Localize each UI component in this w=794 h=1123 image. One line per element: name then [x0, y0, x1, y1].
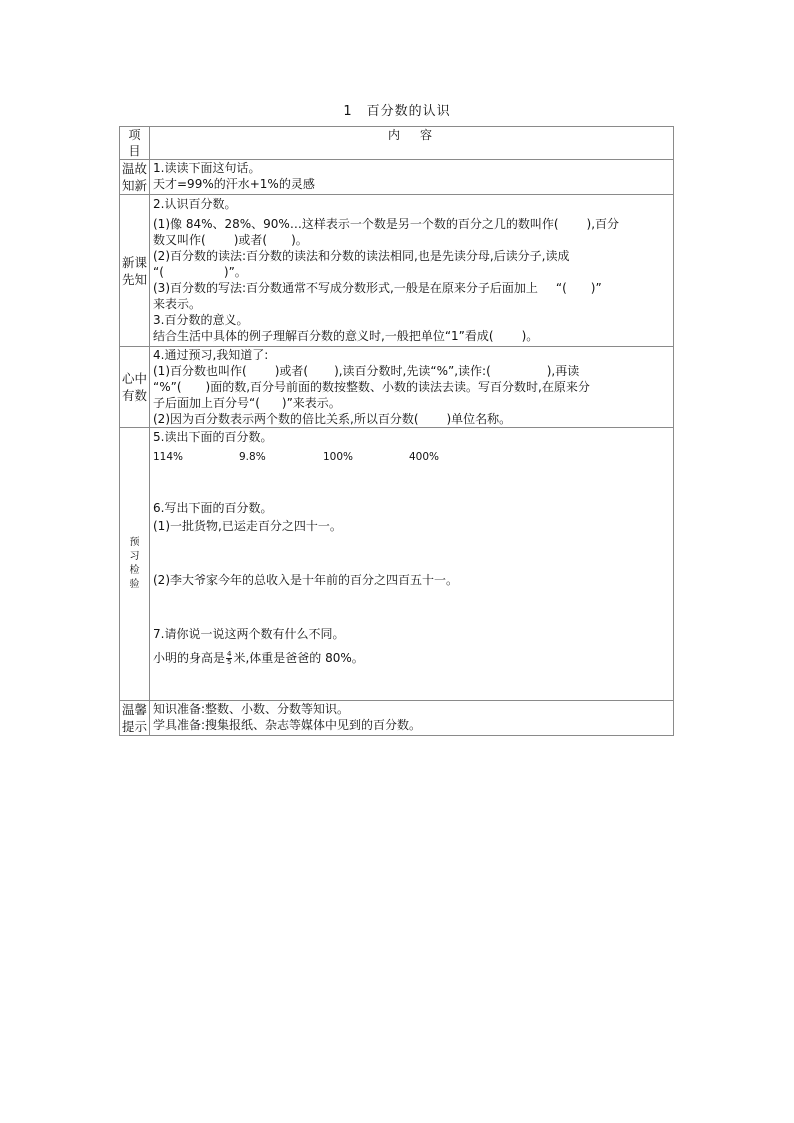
- q2-1-line-1: (1)像 84%、28%、90%…这样表示一个数是另一个数的百分之几的数叫作( ),百分: [153, 217, 620, 231]
- row-tips: [120, 701, 674, 736]
- q5-title: 5.读出下面的百分数。: [153, 430, 273, 444]
- review-line-2: 天才=99%的汗水+1%的灵感: [153, 177, 315, 191]
- label-tips: 温馨 提示: [120, 701, 150, 736]
- q4-title: 4.通过预习,我知道了:: [153, 348, 269, 362]
- label-new-lesson: 新课 先知: [120, 195, 150, 347]
- label-preview-check: 预 习 检 验: [120, 428, 150, 701]
- title-number: 1: [343, 104, 353, 119]
- q2-2-line-2: “( )”。: [153, 265, 247, 279]
- header-item: 项目: [120, 127, 150, 160]
- q2-2-line-1: (2)百分数的读法:百分数的读法和分数的读法相同,也是先读分母,后读分子,读成: [153, 249, 570, 263]
- table-header-row: [120, 127, 674, 160]
- q6-title: 6.写出下面的百分数。: [153, 501, 273, 515]
- fraction-four-fifths: $\frac{4}{5}$: [227, 650, 232, 666]
- q5-value: 114%: [153, 451, 184, 463]
- q5-value: 400%: [409, 451, 440, 463]
- q2-1-line-2: 数又叫作( )或者( )。: [153, 233, 308, 247]
- row-new-lesson: [120, 195, 674, 347]
- header-content: 内容: [150, 127, 674, 160]
- q2-3-line-1: (3)百分数的写法:百分数通常不写成分数形式,一般是在原来分子后面加上 “( )”: [153, 281, 602, 295]
- q6-2: (2)李大爷家今年的总收入是十年前的百分之四百五十一。: [153, 573, 459, 587]
- q3-line: 结合生活中具体的例子理解百分数的意义时,一般把单位“1”看成( )。: [153, 329, 539, 343]
- tips-line-2: 学具准备:搜集报纸、杂志等媒体中见到的百分数。: [153, 718, 422, 732]
- worksheet-table: [119, 126, 674, 736]
- title-text: 百分数的认识: [366, 104, 451, 119]
- page-title: [0, 104, 794, 120]
- q2-title: 2.认识百分数。: [153, 197, 237, 211]
- content-preview-check: [150, 428, 674, 701]
- q5-values: [153, 448, 670, 465]
- q7-line: 小明的身高是 $\frac{4}{5}$ 米,体重是爸爸的 80%。: [153, 650, 364, 666]
- q2-3-line-2: 来表示。: [153, 297, 202, 311]
- row-review: [120, 160, 674, 195]
- q6-1: (1)一批货物,已运走百分之四十一。: [153, 519, 342, 533]
- q7-title: 7.请你说一说这两个数有什么不同。: [153, 627, 345, 641]
- q4-1-line-1: (1)百分数也叫作( )或者( ),读百分数时,先读“%”,读作:( ),再读: [153, 364, 580, 378]
- q4-1-line-3: 子后面加上百分号“( )”来表示。: [153, 396, 341, 410]
- label-summary: 心中 有数: [120, 347, 150, 428]
- content-tips: [150, 701, 674, 736]
- tips-line-1: 知识准备:整数、小数、分数等知识。: [153, 702, 350, 716]
- q4-2-line: (2)因为百分数表示两个数的倍比关系,所以百分数( )单位名称。: [153, 412, 512, 426]
- q5-value: 9.8%: [239, 451, 266, 463]
- row-summary: [120, 347, 674, 428]
- q3-title: 3.百分数的意义。: [153, 313, 249, 327]
- content-review: [150, 160, 674, 195]
- review-line-1: 1.读读下面这句话。: [153, 161, 261, 175]
- q5-value: 100%: [323, 451, 354, 463]
- content-new-lesson: [150, 195, 674, 347]
- row-preview-check: [120, 428, 674, 701]
- label-review: 温故 知新: [120, 160, 150, 195]
- q4-1-line-2: “%”( )面的数,百分号前面的数按整数、小数的读法去读。写百分数时,在原来分: [153, 380, 590, 394]
- content-summary: [150, 347, 674, 428]
